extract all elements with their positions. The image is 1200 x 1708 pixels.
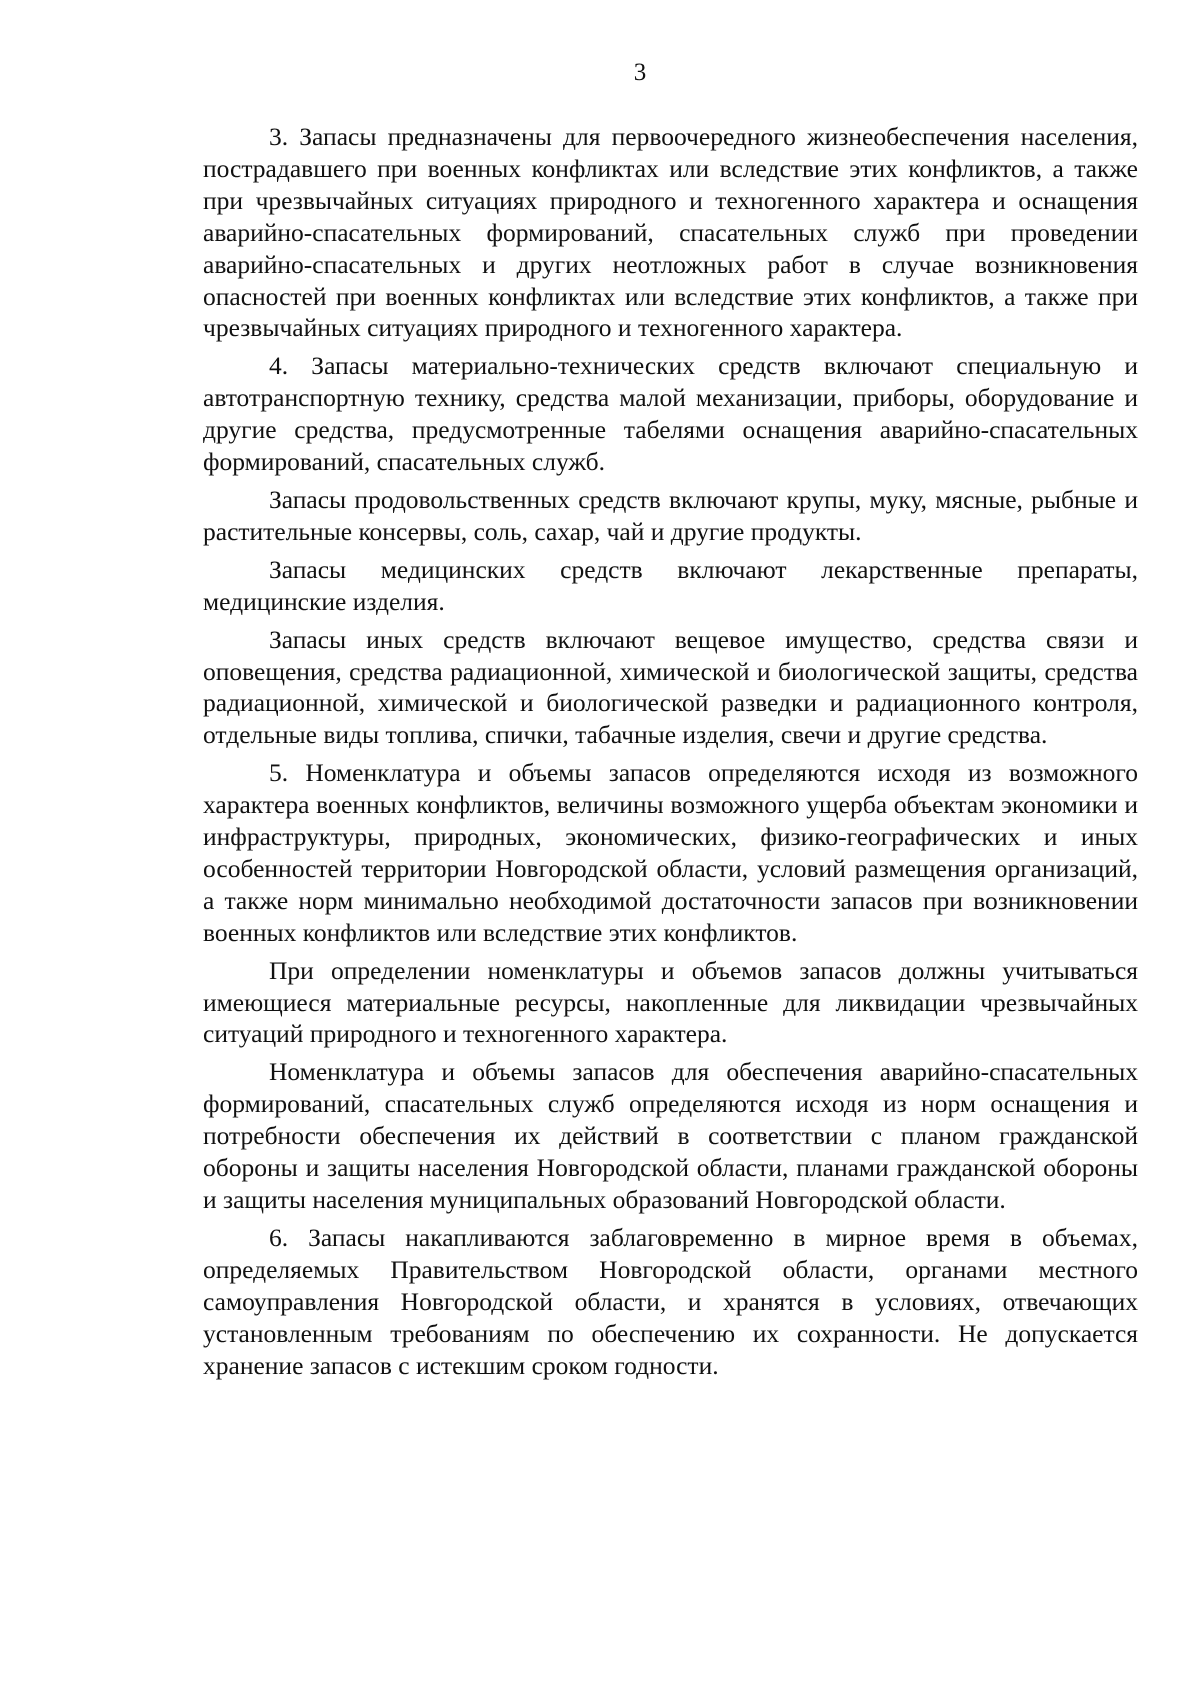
paragraph-other-supplies: Запасы иных средств включают вещевое имущество, средства связи и оповещения, средства радиационной, химической и биологической защиты, средства радиационной, химической и биологической разведки и радиационного контроля, отдельные виды топлива, спички, табачные изделия, свечи и другие средства. (203, 624, 1138, 750)
document-body (203, 121, 1138, 1387)
paragraph-item-4-technical-supplies: 4. Запасы материально-технических средств включают специальную и автотранспортную технику, средства малой механизации, приборы, оборудование и другие средства, предусмотренные табелями оснащения аварийно-спасательных формирований, спасательных служб. (203, 351, 1138, 477)
paragraph-food-supplies: Запасы продовольственных средств включают крупы, муку, мясные, рыбные и растительные консервы, соль, сахар, чай и другие продукты. (203, 484, 1138, 546)
paragraph-item-6: 6. Запасы накапливаются заблаговременно в мирное время в объемах, определяемых Правительством Новгородской области, органами местного самоуправления Новгородской области, и хранятся в условиях, отвечающих установленным требованиям по обеспечению их сохранности. Не допускается хранение запасов с истекшим сроком годности. (203, 1222, 1138, 1380)
paragraph-rescue-units-supplies: Номенклатура и объемы запасов для обеспечения аварийно-спасательных формирований, спасательных служб определяются исходя из норм оснащения и потребности обеспечения их действий в соответствии с планом гражданской обороны и защиты населения Новгородской области, планами гражданской обороны и защиты населения муниципальных образований Новгородской области. (203, 1057, 1138, 1214)
paragraph-item-3: 3. Запасы предназначены для первоочередного жизнеобеспечения населения, пострадавшего при военных конфликтах или вследствие этих конфликтов, а также при чрезвычайных ситуациях природного и техногенного характера и оснащения аварийно-спасательных формирований, спасательных служб при проведении аварийно-спасательных и других неотложных работ в случае возникновения опасностей при военных конфликтах или вследствие этих конфликтов, а также при чрезвычайных ситуациях природного и техногенного характера. (203, 122, 1138, 343)
paragraph-item-5: 5. Номенклатура и объемы запасов определяются исходя из возможного характера военных конфликтов, величины возможного ущерба объектам экономики и инфраструктуры, природных, экономических, физико-географических и иных особенностей территории Новгородской области, условий размещения организаций, а также норм минимально необходимой достаточности запасов при возникновении военных конфликтов или вследствие этих конфликтов. (203, 758, 1138, 947)
paragraph-medical-supplies: Запасы медицинских средств включают лекарственные препараты, медицинские изделия. (203, 554, 1138, 616)
paragraph-existing-resources: При определении номенклатуры и объемов запасов должны учитываться имеющиеся материальные ресурсы, накопленные для ликвидации чрезвычайных ситуаций природного и техногенного характера. (203, 955, 1138, 1049)
page-number: 3 (633, 59, 647, 86)
